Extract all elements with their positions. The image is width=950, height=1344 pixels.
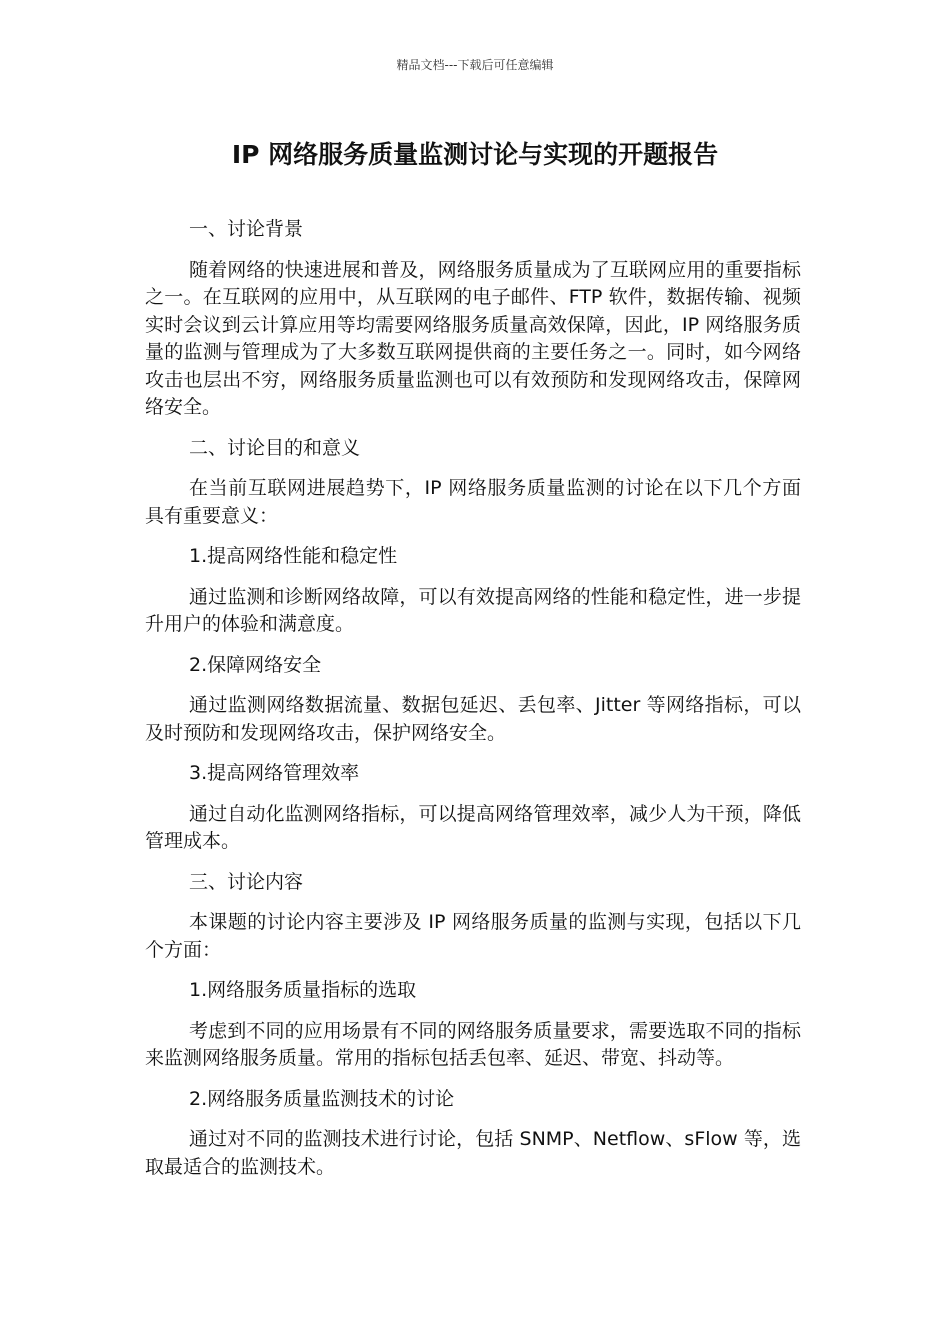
page-header: 精品文档---下载后可任意编辑 [396, 58, 554, 72]
document-title: IP 网络服务质量监测讨论与实现的开题报告 [231, 140, 719, 169]
paragraph-security: 通过监测网络数据流量、数据包延迟、丢包率、Jitter 等网络指标，可以及时预防和发现网络攻击，保护网络安全。 [145, 694, 801, 744]
subheading-performance: 1.提高网络性能和稳定性 [189, 545, 398, 567]
section-heading-purpose: 二、讨论目的和意义 [189, 436, 361, 459]
paragraph-purpose-intro: 在当前互联网进展趋势下，IP 网络服务质量监测的讨论在以下几个方面具有重要意义： [145, 477, 801, 527]
document-body [145, 216, 801, 1194]
paragraph-background: 随着网络的快速进展和普及，网络服务质量成为了互联网应用的重要指标之一。在互联网的应用中，从互联网的电子邮件、FTP 软件，数据传输、视频实时会议到云计算应用等均需要网络服务质量高效保障，因此，IP 网络服务质量的监测与管理成为了大多数互联网提供商的主要任务之一。同时，如今网络攻击也层出不穷，网络服务质量监测也可以有效预防和发现网络攻击，保障网络安全。 [145, 258, 801, 418]
section-heading-content: 三、讨论内容 [189, 870, 304, 893]
subheading-efficiency: 3.提高网络管理效率 [189, 762, 360, 784]
paragraph-metrics: 考虑到不同的应用场景有不同的网络服务质量要求，需要选取不同的指标来监测网络服务质量。常用的指标包括丢包率、延迟、带宽、抖动等。 [145, 1019, 801, 1069]
section-heading-background: 一、讨论背景 [189, 218, 304, 240]
paragraph-techniques: 通过对不同的监测技术进行讨论，包括 SNMP、Netflow、sFlow 等，选取最适合的监测技术。 [145, 1128, 801, 1178]
subheading-security: 2.保障网络安全 [189, 653, 322, 676]
subheading-metrics: 1.网络服务质量指标的选取 [189, 979, 417, 1001]
paragraph-performance: 通过监测和诊断网络故障，可以有效提高网络的性能和稳定性，进一步提升用户的体验和满意度。 [145, 585, 801, 635]
subheading-techniques: 2.网络服务质量监测技术的讨论 [189, 1087, 455, 1110]
paragraph-efficiency: 通过自动化监测网络指标，可以提高网络管理效率，减少人为干预，降低管理成本。 [145, 802, 801, 852]
paragraph-content-intro: 本课题的讨论内容主要涉及 IP 网络服务质量的监测与实现，包括以下几个方面： [145, 911, 801, 961]
